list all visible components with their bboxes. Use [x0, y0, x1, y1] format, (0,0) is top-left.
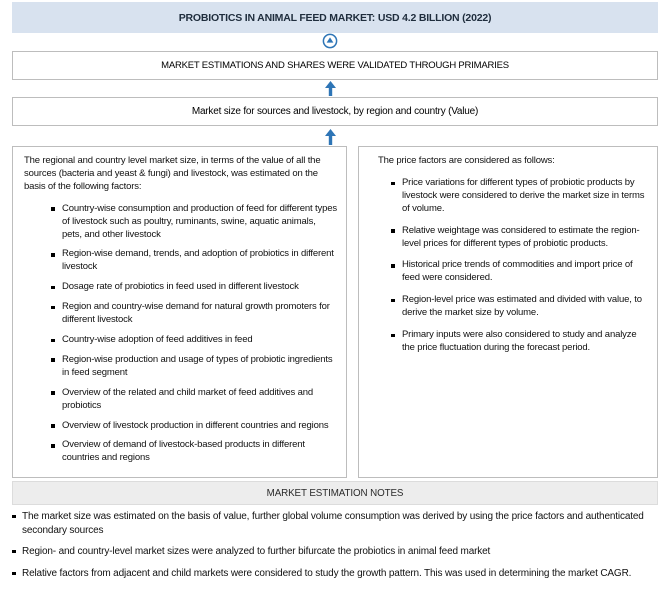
list-item: Region and country-wise demand for natural growth promoters for different livestock — [51, 301, 338, 327]
list-item: Overview of the related and child market of feed additives and probiotics — [51, 387, 338, 413]
price-factors-list — [378, 177, 649, 355]
market-estimation-notes-bar — [12, 481, 658, 505]
page-title: PROBIOTICS IN ANIMAL FEED MARKET: USD 4.2 BILLION (2022) — [178, 11, 492, 24]
list-item: Historical price trends of commodities and import price of feed were considered. — [391, 259, 649, 285]
note-item: Relative factors from adjacent and child markets were considered to study the growth pattern. This was used in determining the market CAGR. — [12, 567, 662, 581]
regional-panel-intro: The regional and country level market size, in terms of the value of all the sources (bacteria and yeast & fungi) and livestock, was estimated on the basis of the following factors: — [24, 155, 321, 192]
list-item: Country-wise consumption and production of feed for different types of livestock such as poultry, ruminants, swine, aquatic animals, pets, and other livestock — [51, 203, 338, 242]
list-item: Region-wise production and usage of types of probiotic ingredients in feed segment — [51, 354, 338, 380]
list-item: Overview of demand of livestock-based products in different countries and regions — [51, 439, 338, 465]
market-estimation-notes-list — [10, 510, 662, 588]
market-size-label: Market size for sources and livestock, by region and country (Value) — [191, 106, 479, 117]
primaries-validation-box — [12, 51, 658, 80]
notes-bar-title: MARKET ESTIMATION NOTES — [266, 487, 404, 499]
list-item: Primary inputs were also considered to study and analyze the price fluctuation during the forecast period. — [391, 329, 649, 355]
up-arrow-icon — [325, 129, 336, 145]
list-item: Region-level price was estimated and divided with value, to derive the market size by volume. — [391, 294, 649, 320]
note-item: Region- and country-level market sizes were analyzed to further bifurcate the probiotics in animal feed market — [12, 545, 662, 559]
up-arrow-icon — [325, 81, 336, 96]
regional-factors-list — [24, 203, 338, 466]
price-factors-panel — [358, 146, 658, 478]
price-panel-intro: The price factors are considered as follows: — [378, 155, 555, 166]
title-bar — [12, 2, 658, 33]
list-item: Country-wise adoption of feed additives in feed — [51, 334, 338, 347]
circled-up-arrow-icon — [322, 33, 338, 49]
regional-market-size-panel — [12, 146, 347, 478]
market-size-box — [12, 97, 658, 126]
list-item: Relative weightage was considered to estimate the region-level prices for different types of probiotic products. — [391, 225, 649, 251]
list-item: Price variations for different types of probiotic products by livestock were considered to derive the market size in terms of volume. — [391, 177, 649, 216]
list-item: Dosage rate of probiotics in feed used in different livestock — [51, 281, 338, 294]
primaries-validation-label: MARKET ESTIMATIONS AND SHARES WERE VALIDATED THROUGH PRIMARIES — [161, 60, 509, 71]
note-item: The market size was estimated on the basis of value, further global volume consumption was derived by using the price factors and authenticated secondary sources — [12, 510, 662, 537]
list-item: Region-wise demand, trends, and adoption of probiotics in different livestock — [51, 248, 338, 274]
list-item: Overview of livestock production in different countries and regions — [51, 420, 338, 433]
